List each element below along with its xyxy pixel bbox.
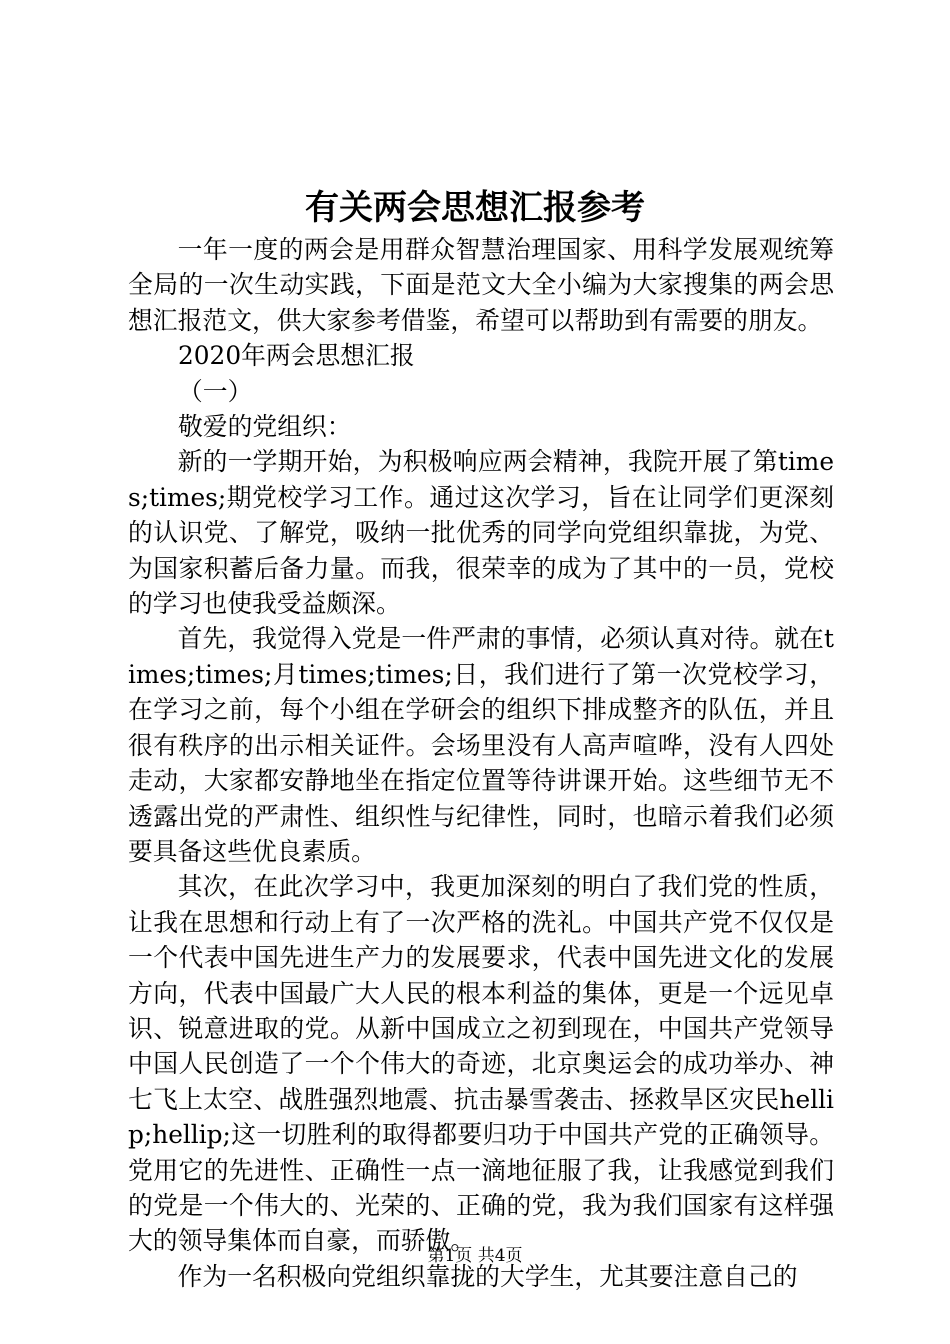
- salutation: 敬爱的党组织：: [178, 412, 352, 442]
- document-title: 有关两会思想汇报参考: [305, 188, 645, 228]
- page-footer: 第1页 共4页: [427, 1246, 523, 1266]
- body-paragraph: 首先，我觉得入党是一件严肃的事情，必须认真对待。就在times;times;月times;times;日，我们进行了第一次党校学习，在学习之前，每个小组在学研会的组织下排成整齐的队伍，并且很有秩序的出示相关证件。会场里没有人高声喧哗，没有人四处走动，大家都安静地坐在指定位置等待讲课开始。这些细节无不透露出党的严肃性、组织性与纪律性，同时，也暗示着我们必须要具备这些优良素质。: [128, 624, 834, 866]
- body-paragraph: 新的一学期开始，为积极响应两会精神，我院开展了第times;times;期党校学习工作。通过这次学习，旨在让同学们更深刻的认识党、了解党，吸纳一批优秀的同学向党组织靠拢，为党、为国家积蓄后备力量。而我，很荣幸的成为了其中的一员，党校的学习也使我受益颇深。: [128, 447, 834, 619]
- body-paragraph: 作为一名积极向党组织靠拢的大学生，尤其要注意自己的: [177, 1261, 798, 1291]
- section-number: （一）: [178, 376, 253, 406]
- document-body: [128, 232, 834, 1294]
- body-paragraph: 其次，在此次学习中，我更加深刻的明白了我们党的性质，让我在思想和行动上有了一次严格的洗礼。中国共产党不仅仅是一个代表中国先进生产力的发展要求，代表中国先进文化的发展方向，代表中国最广大人民的根本利益的集体，更是一个远见卓识、锐意进取的党。从新中国成立之初到现在，中国共产党领导中国人民创造了一个个伟大的奇迹，北京奥运会的成功举办、神七飞上太空、战胜强烈地震、抗击暴雪袭击、拯救旱区灾民hellip;hellip;这一切胜利的取得都要归功于中国共产党的正确领导。党用它的先进性、正确性一点一滴地征服了我，让我感觉到我们的党是一个伟大的、光荣的、正确的党，我为我们国家有这样强大的领导集体而自豪，而骄傲。: [128, 872, 834, 1256]
- intro-paragraph: 一年一度的两会是用群众智慧治理国家、用科学发展观统筹全局的一次生动实践，下面是范文大全小编为大家搜集的两会思想汇报范文，供大家参考借鉴，希望可以帮助到有需要的朋友。: [128, 235, 834, 335]
- section-heading: 2020年两会思想汇报: [178, 341, 415, 371]
